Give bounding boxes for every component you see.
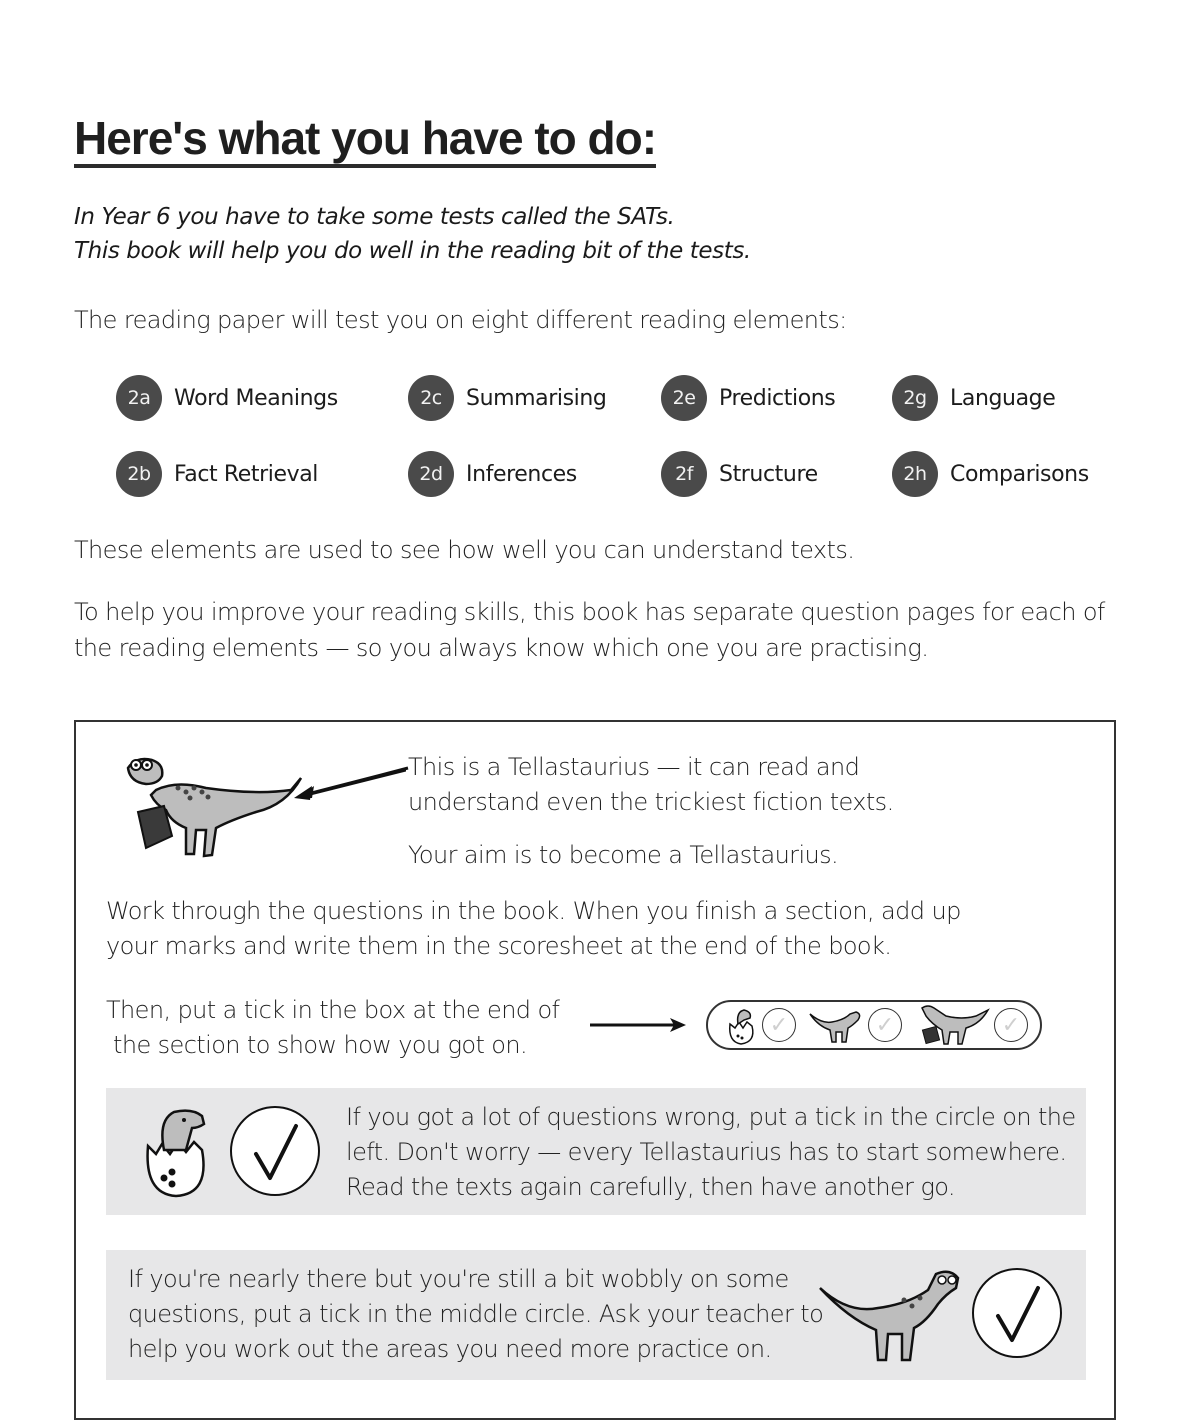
big-tick-circle-low xyxy=(230,1106,320,1196)
low-line-3: Read the texts again carefully, then have another go. xyxy=(346,1173,955,1201)
element-label: Language xyxy=(950,385,1056,411)
element-2f xyxy=(661,451,818,497)
tick-circle-middle[interactable]: ✓ xyxy=(868,1008,902,1042)
intro-line-1: In Year 6 you have to take some tests called the SATs. xyxy=(74,204,675,230)
progress-scorebox xyxy=(706,1000,1042,1050)
element-badge: 2c xyxy=(408,375,454,421)
tellastaurius-small-icon xyxy=(916,1002,990,1048)
tella-line-1: This is a Tellastaurius — it can read and xyxy=(408,753,860,781)
element-2h xyxy=(892,451,1089,497)
then-line-2: the section to show how you got on. xyxy=(106,1031,528,1059)
tick-instructions-text xyxy=(106,993,559,1063)
intro-text xyxy=(74,200,751,268)
element-2a xyxy=(116,375,338,421)
element-label: Structure xyxy=(719,461,818,487)
improve-skills-text xyxy=(74,594,1134,666)
hatchling-egg-icon xyxy=(142,1106,210,1198)
feedback-text-middle xyxy=(128,1262,823,1367)
right-arrow-icon xyxy=(590,1015,690,1035)
element-label: Fact Retrieval xyxy=(174,461,318,487)
lead-text: The reading paper will test you on eight different reading elements: xyxy=(74,306,847,334)
elements-purpose-text: These elements are used to see how well you can understand texts. xyxy=(74,536,855,564)
checkmark-icon xyxy=(232,1108,318,1194)
element-badge: 2h xyxy=(892,451,938,497)
element-label: Inferences xyxy=(466,461,577,487)
improve-line-2: the reading elements — so you always know which one you are practising. xyxy=(74,634,929,662)
young-dino-illustration xyxy=(818,1268,964,1366)
checkmark-icon xyxy=(974,1270,1060,1356)
tick-circle-low[interactable]: ✓ xyxy=(762,1008,796,1042)
low-line-1: If you got a lot of questions wrong, put a tick in the circle on the xyxy=(346,1103,1076,1131)
young-dino-icon xyxy=(808,1004,866,1046)
element-2b xyxy=(116,451,318,497)
element-badge: 2b xyxy=(116,451,162,497)
work-line-2: your marks and write them in the scoresheet at the end of the book. xyxy=(106,932,892,960)
tellastaurius-description xyxy=(408,750,894,820)
work-through-text xyxy=(106,894,961,964)
then-line-1: Then, put a tick in the box at the end of xyxy=(106,996,560,1024)
feedback-text-low xyxy=(346,1100,1076,1205)
element-badge: 2g xyxy=(892,375,938,421)
low-line-2: left. Don't worry — every Tellastaurius has to start somewhere. xyxy=(346,1138,1067,1166)
element-badge: 2e xyxy=(661,375,707,421)
element-label: Word Meanings xyxy=(174,385,338,411)
element-2c xyxy=(408,375,607,421)
element-2g xyxy=(892,375,1055,421)
element-label: Comparisons xyxy=(950,461,1089,487)
element-badge: 2a xyxy=(116,375,162,421)
big-tick-circle-middle xyxy=(972,1268,1062,1358)
element-2d xyxy=(408,451,577,497)
intro-line-2: This book will help you do well in the reading bit of the tests. xyxy=(74,238,751,264)
improve-line-1: To help you improve your reading skills, this book has separate question pages for each of xyxy=(74,598,1105,626)
middle-line-1: If you're nearly there but you're still a bit wobbly on some xyxy=(128,1265,789,1293)
middle-line-2: questions, put a tick in the middle circle. Ask your teacher to xyxy=(128,1300,824,1328)
element-label: Summarising xyxy=(466,385,607,411)
middle-line-3: help you work out the areas you need more practice on. xyxy=(128,1335,772,1363)
element-badge: 2d xyxy=(408,451,454,497)
element-label: Predictions xyxy=(719,385,836,411)
work-line-1: Work through the questions in the book. When you finish a section, add up xyxy=(106,897,961,925)
element-badge: 2f xyxy=(661,451,707,497)
hatchling-icon xyxy=(726,1006,756,1046)
tella-line-2: understand even the trickiest fiction texts. xyxy=(408,788,894,816)
aim-text: Your aim is to become a Tellastaurius. xyxy=(408,841,839,869)
page-title: Here's what you have to do: xyxy=(74,112,656,168)
tick-circle-high[interactable]: ✓ xyxy=(994,1008,1028,1042)
pointer-arrow-icon xyxy=(290,762,410,802)
element-2e xyxy=(661,375,835,421)
